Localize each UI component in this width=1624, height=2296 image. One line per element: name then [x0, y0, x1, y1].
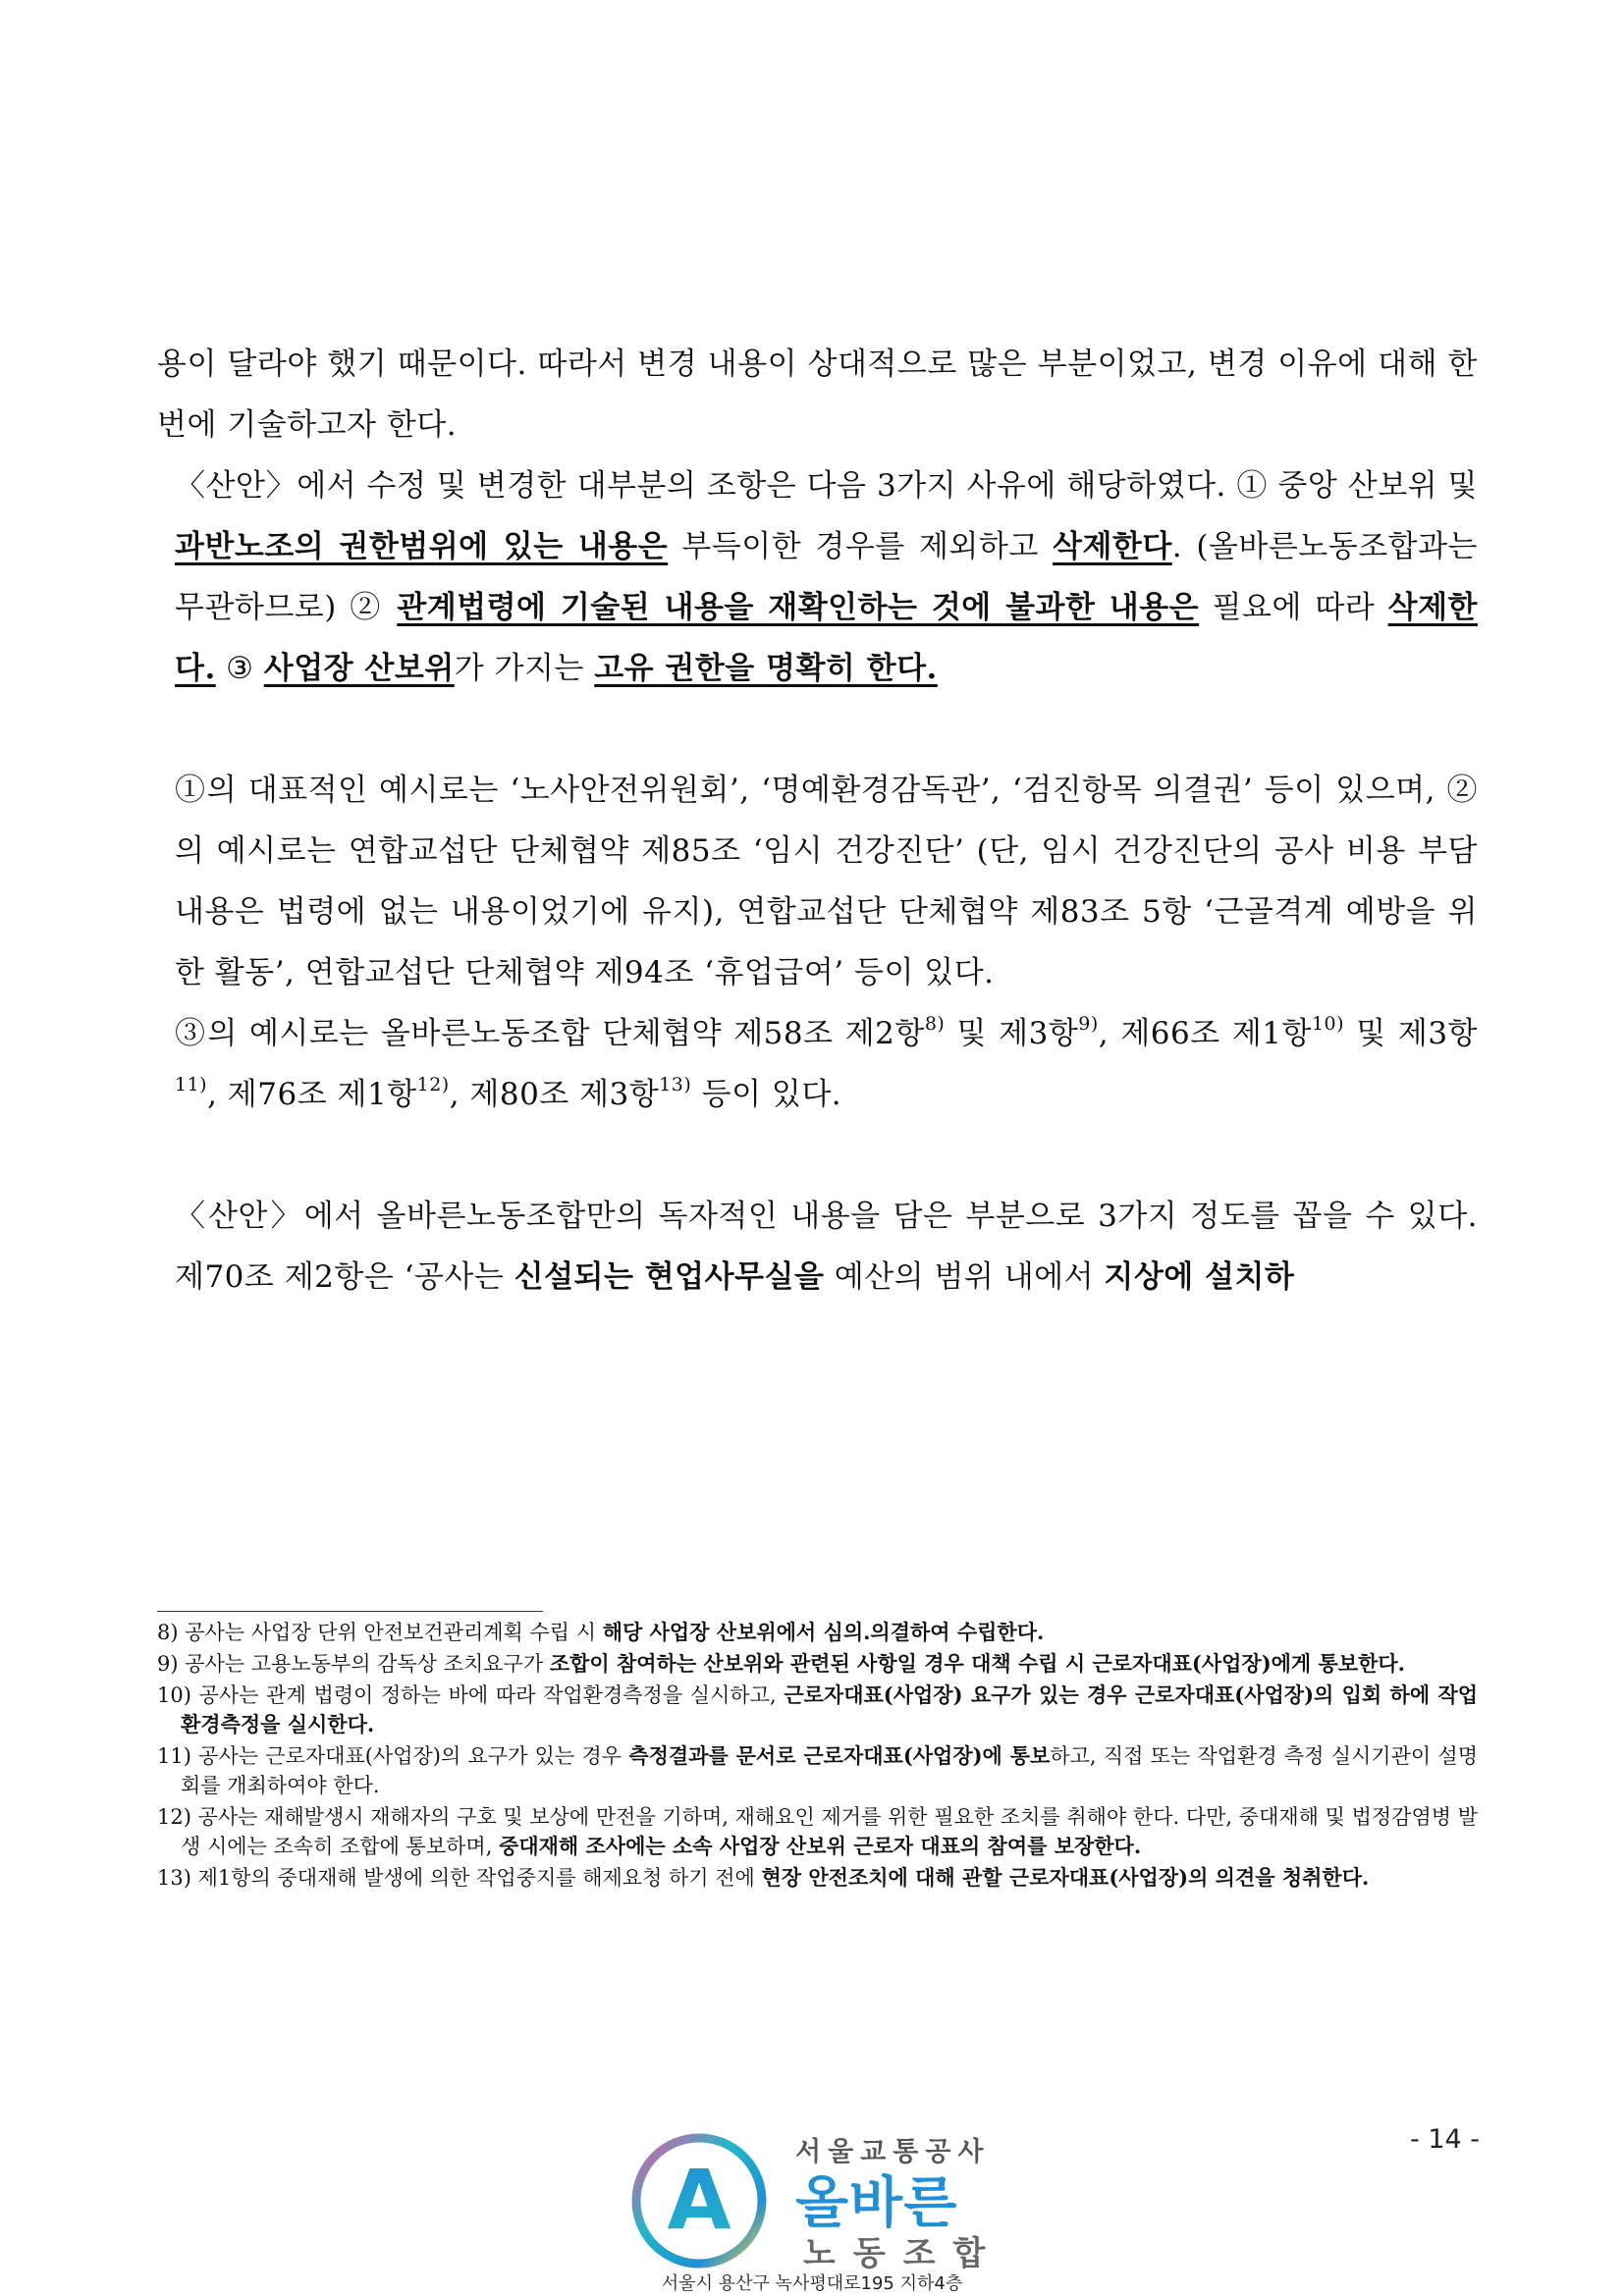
footnote-bold-text: 현장 안전조치에 대해 관할 근로자대표(사업장)의 의견을 청취한다. [761, 1865, 1370, 1890]
p2-text-g: 필요에 따라 [1199, 590, 1388, 625]
p5-emphasis-b: 신설되는 현업사무실을 [514, 1259, 825, 1295]
p2-text-i: ③ [215, 651, 264, 686]
footnote-text: 공사는 고용노동부의 감독상 조치요구가 [178, 1652, 550, 1676]
p4-text-f: , 제80조 제3항 [449, 1077, 660, 1112]
footnote-divider [157, 1611, 543, 1612]
p5-text-c: 예산의 범위 내에서 [824, 1259, 1105, 1295]
footnote-bold-text: 조합이 참여하는 산보위와 관련된 사항일 경우 대책 수립 시 근로자대표(사업장)에게 통보한다. [549, 1651, 1405, 1676]
footnote-ref-12[interactable]: 12) [416, 1074, 450, 1095]
footnote-number: 11) [157, 1744, 191, 1768]
p4-text-g: 등이 있다. [691, 1077, 842, 1112]
paragraph-4 [157, 1003, 1478, 1125]
footnote-number: 13) [157, 1866, 191, 1890]
p5-emphasis-d: 지상에 설치하 [1104, 1259, 1295, 1295]
paragraph-5 [157, 1186, 1478, 1308]
footnote-13 [157, 1863, 1478, 1893]
footnote-ref-10[interactable]: 10) [1311, 1013, 1345, 1035]
p2-emphasis-d: 삭제한다 [1053, 529, 1172, 564]
p2-emphasis-f: 관계법령에 기술된 내용을 재확인하는 것에 불과한 내용은 [397, 590, 1200, 625]
union-logo [628, 2130, 1060, 2273]
footnote-tail-text: 하고, 직접 또는 작업환경 측정 실시기관이 설명회를 개최하여야 한다. [181, 1744, 1478, 1797]
footnote-bold-text: 해당 사업장 산보위에서 심의.의결하여 수립한다. [602, 1620, 1045, 1644]
footnote-text: 공사는 근로자대표(사업장)의 요구가 있는 경우 [190, 1744, 629, 1768]
footnote-text: 공사는 관계 법령이 정하는 바에 따라 작업환경측정을 실시하고, [190, 1683, 785, 1707]
logo-top-text: 서울교통공사 [795, 2137, 991, 2167]
paragraph-2 [157, 455, 1478, 699]
p4-text-e: , 제76조 제1항 [207, 1077, 417, 1112]
paragraph-1 [157, 334, 1478, 455]
paragraph-1-text: 용이 달라야 했기 때문이다. 따라서 변경 내용이 상대적으로 많은 부분이었고, 변경 이유에 대해 한번에 기술하고자 한다. [157, 347, 1478, 443]
p2-text-c: 부득이한 경우를 제외하고 [668, 529, 1053, 564]
footnote-ref-13[interactable]: 13) [659, 1074, 692, 1095]
p2-emphasis-l: 고유 권한을 명확히 한다. [594, 651, 938, 686]
p2-emphasis-b: 과반노조의 권한범위에 있는 내용은 [175, 529, 669, 564]
p4-text-b: 및 제3항 [945, 1016, 1079, 1051]
footnote-ref-9[interactable]: 9) [1078, 1013, 1099, 1035]
footnotes [157, 1618, 1478, 1895]
logo-sub-text: 노동조합 [803, 2234, 1003, 2273]
footnote-number: 8) [157, 1621, 179, 1644]
p4-text-d: 및 제3항 [1344, 1016, 1478, 1051]
footnote-text: 공사는 사업장 단위 안전보건관리계획 수립 시 [178, 1621, 603, 1644]
footnote-number: 12) [157, 1805, 191, 1829]
p2-text-k: 가 가지는 [454, 651, 595, 686]
footnote-number: 9) [157, 1652, 179, 1676]
p4-text-c: , 제66조 제1항 [1098, 1016, 1312, 1051]
logo-main-text: 올바른 [795, 2171, 958, 2235]
footnote-ref-11[interactable]: 11) [175, 1074, 208, 1095]
footnote-bold-text: 중대재해 조사에는 소속 사업장 산보위 근로자 대표의 참여를 보장한다. [499, 1834, 1142, 1858]
footnote-text: 제1항의 중대재해 발생에 의한 작업중지를 해제요청 하기 전에 [190, 1866, 762, 1890]
footer-address: 서울시 용산구 녹사평대로195 지하4층 [661, 2273, 963, 2294]
p2-text-e: . (올바른노동조합과는 무관하므로) ② [175, 529, 1478, 625]
footnote-8 [157, 1618, 1478, 1647]
footnote-10 [157, 1681, 1478, 1739]
footnote-text: 공사는 재해발생시 재해자의 구호 및 보상에 만전을 기하며, 재해요인 제거를 위한 필요한 조치를 취해야 한다. 다만, 중대재해 및 법정감염병 발생 시에는 조속히 조합에 통보하며, [181, 1805, 1478, 1858]
paragraph-3-text: ①의 대표적인 예시로는 ‘노사안전위원회’, ‘명예환경감독관’, ‘검진항목 의결권’ 등이 있으며, ②의 예시로는 연합교섭단 단체협약 제85조 ‘임시 건강진단’ (단, 임시 건강진단의 공사 비용 부담 내용은 법령에 없는 내용이었기에 유지), 연합교섭단 단체협약 제83조 5항 ‘근골격계 예방을 위한 활동’, 연합교섭단 단체협약 제94조 ‘휴업급여’ 등이 있다. [175, 773, 1478, 990]
paragraph-3 [157, 760, 1478, 1003]
footnote-9 [157, 1649, 1478, 1679]
body-text [157, 334, 1478, 1308]
footnote-bold-text: 근로자대표(사업장) 요구가 있는 경우 근로자대표(사업장)의 입회 하에 작업환경측정을 실시한다. [181, 1682, 1479, 1736]
logo-letter: A [667, 2152, 731, 2248]
page-number: - 14 - [1410, 2124, 1481, 2155]
p2-emphasis-h: 삭제한다. [175, 590, 1478, 686]
footnote-number: 10) [157, 1683, 191, 1707]
p4-text-a: ③의 예시로는 올바른노동조합 단체협약 제58조 제2항 [175, 1016, 925, 1051]
p2-text-a: 〈산안〉에서 수정 및 변경한 대부분의 조항은 다음 3가지 사유에 해당하였다. ① 중앙 산보위 및 [175, 468, 1478, 504]
footnote-bold-text: 측정결과를 문서로 근로자대표(사업장)에 통보 [628, 1743, 1051, 1768]
logo-emblem-icon [628, 2130, 776, 2277]
footnote-12 [157, 1802, 1478, 1861]
p5-text-a: 〈산안〉에서 올바른노동조합만의 독자적인 내용을 담은 부분으로 3가지 정도를 꼽을 수 있다. 제70조 제2항은 ‘공사는 [175, 1199, 1478, 1295]
footnote-11 [157, 1741, 1478, 1800]
p2-emphasis-j: 사업장 산보위 [263, 651, 455, 686]
footnote-ref-8[interactable]: 8) [924, 1013, 946, 1035]
